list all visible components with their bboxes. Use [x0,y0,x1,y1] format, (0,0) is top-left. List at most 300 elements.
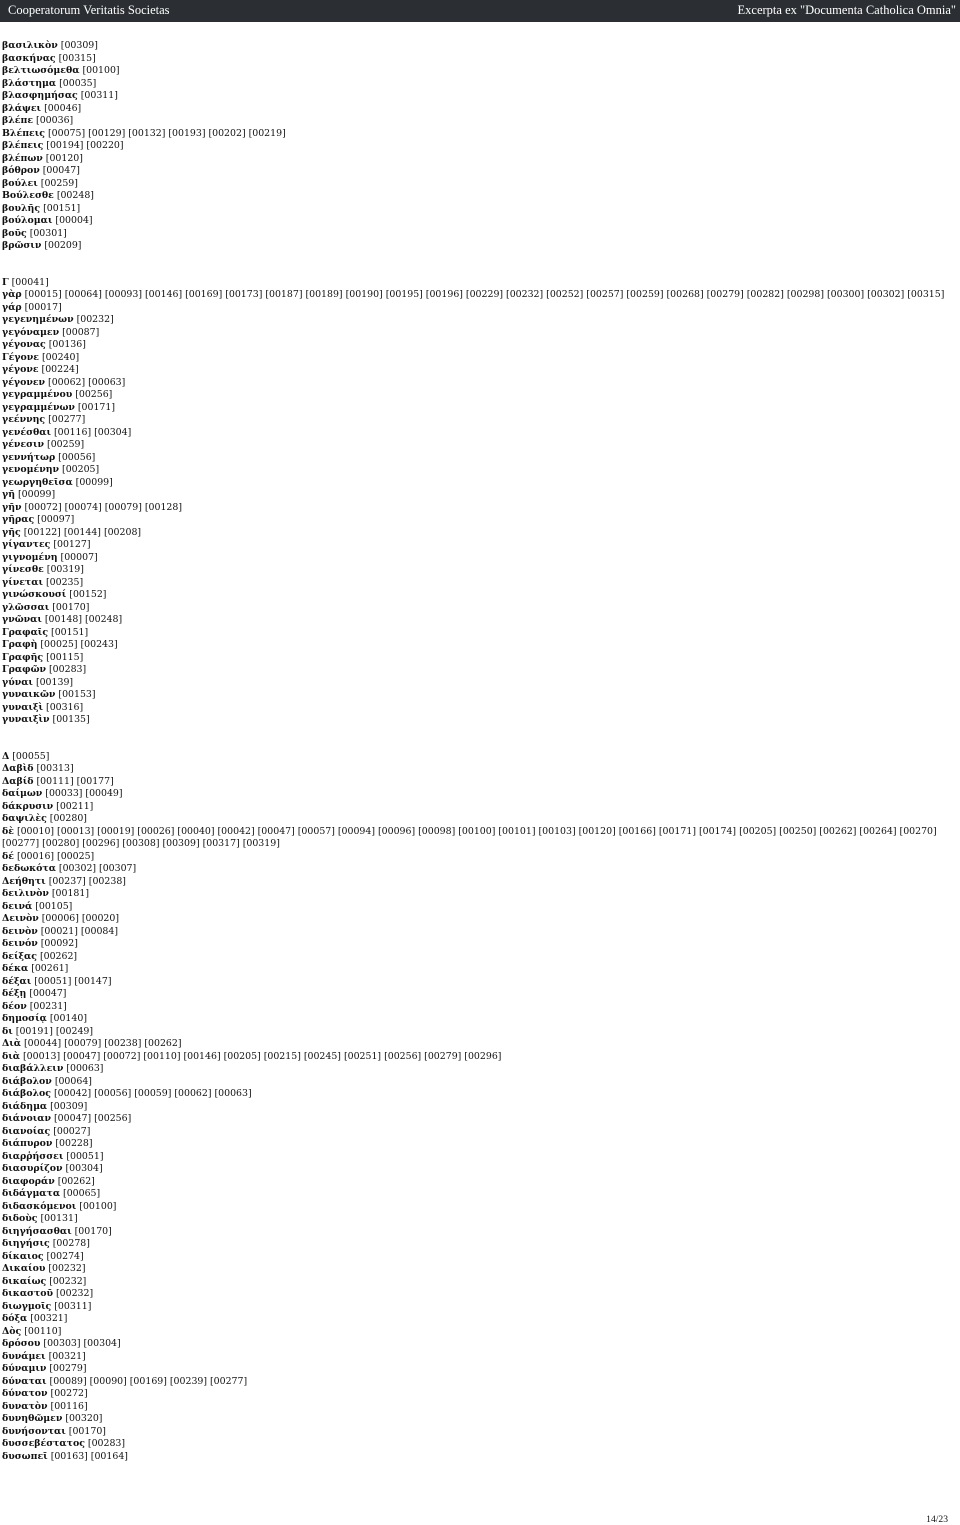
entry-word: βασκήνας [2,52,56,64]
entry-word: γυναικῶν [2,689,56,700]
index-entry [2,414,952,427]
index-entry [2,1101,952,1114]
entry-references: [00056] [58,451,96,463]
entry-word: γεγραμμένων [2,401,75,413]
entry-references: [00044] [00079] [00238] [00262] [24,1038,182,1049]
index-entry [2,502,952,515]
entry-word: Βούλεσθε [2,190,54,201]
index-entry [2,1126,952,1139]
entry-word: Διὰ [2,1038,22,1049]
index-entry [2,240,952,253]
entry-references: [00191] [00249] [15,1025,94,1037]
entry-word: διάδημα [2,1100,48,1112]
index-entry [2,652,952,665]
index-entry [2,689,952,702]
index-entry [2,527,952,540]
entry-word: δρόσου [2,1338,41,1349]
entry-word: γένεσιν [2,439,45,450]
entry-references: [00302] [00307] [58,863,137,874]
entry-word: δημοσίᾳ [2,1013,47,1024]
index-entry [2,1176,952,1189]
entry-references: [00010] [00013] [00019] [00026] [00040] [00042] [00047] [00057] [00094] [00096] [00098] [00100] [00101] [00103] [00120] [00166] [00171] [00174] [00205] [00250] [00262] [00264] [00270] [00277] [00280] [00296] [00308] [00309] [00317] [00319] [2,825,937,849]
entry-references: [00259] [40,177,78,189]
entry-word: βλέπε [2,115,34,126]
entry-references: [00152] [69,589,107,600]
entry-word: διανοίας [2,1125,51,1137]
index-entry [2,277,952,290]
entry-references: [00232] [48,1263,86,1274]
entry-references: [00228] [55,1138,93,1149]
entry-word: Δαβίδ [2,775,34,787]
index-entry [2,1076,952,1089]
entry-word: Γ [2,276,9,288]
entry-references: [00092] [40,938,78,949]
entry-word: δύναται [2,1375,47,1387]
entry-word: δυνατὸν [2,1400,48,1412]
index-entry [2,1326,952,1339]
entry-word: διηγήσις [2,1238,50,1249]
entry-references: [00013] [00047] [00072] [00110] [00146] [00205] [00215] [00245] [00251] [00256] [00279] [00296] [23,1050,502,1062]
entry-word: Γραφῶν [2,664,47,675]
entry-word: δικαίως [2,1275,47,1287]
index-entry [2,489,952,502]
entry-references: [00007] [60,551,98,563]
entry-references: [00277] [48,414,86,425]
index-entry [2,614,952,627]
entry-word: γενέσθαι [2,426,52,438]
entry-word: γύναι [2,676,33,688]
entry-word: διὰ [2,1050,21,1062]
index-entry [2,40,952,53]
entry-word: διδοὺς [2,1213,38,1224]
entry-references: [00065] [63,1188,101,1199]
index-entry [2,539,952,552]
entry-references: [00313] [36,763,74,774]
index-entry [2,988,952,1001]
entry-references: [00151] [43,202,81,214]
entry-word: διάβολος [2,1088,52,1099]
index-entry [2,327,952,340]
index-entry [2,314,952,327]
index-entry [2,215,952,228]
entry-word: διηγήσασθαι [2,1225,72,1237]
index-entry [2,1413,952,1426]
entry-references: [00170] [74,1225,112,1237]
index-entry [2,65,952,78]
entry-references: [00047] [42,165,80,176]
index-entry [2,1001,952,1014]
entry-references: [00163] [00164] [50,1450,128,1462]
entry-references: [00311] [80,90,118,101]
entry-references: [00209] [44,240,82,251]
index-entry [2,364,952,377]
index-entry [2,1201,952,1214]
entry-word: διδάγματα [2,1188,61,1199]
entry-word: βλέπεις [2,140,44,151]
entry-references: [00087] [62,326,100,338]
index-entry [2,1276,952,1289]
entry-references: [00261] [31,963,69,974]
index-entry [2,938,952,951]
index-entry [2,913,952,926]
entry-references: [00248] [56,190,94,201]
entry-references: [00278] [52,1238,90,1249]
entry-references: [00303] [00304] [43,1338,121,1349]
entry-word: διασυρίζον [2,1163,63,1174]
entry-word: δυσσεβέστατος [2,1438,85,1449]
index-entry [2,377,952,390]
entry-references: [00231] [29,1000,67,1012]
index-entry [2,1388,952,1401]
entry-word: δέκα [2,963,29,974]
entry-references: [00062] [00063] [48,376,126,388]
entry-references: [00139] [35,676,74,688]
entry-references: [00232] [76,314,114,325]
entry-word: δεινά [2,900,33,912]
entry-references: [00016] [00025] [16,850,95,862]
entry-references: [00063] [66,1063,104,1074]
entry-references: [00055] [12,750,50,762]
entry-word: βελτιωσόμεθα [2,65,80,76]
entry-word: γάρ [2,301,22,313]
entry-references: [00262] [57,1175,95,1187]
entry-references: [00105] [35,900,73,912]
entry-references: [00315] [58,52,96,64]
entry-word: δίκαιος [2,1250,44,1262]
entry-word: δείξας [2,950,37,962]
index-entry [2,53,952,66]
index-entry [2,514,952,527]
index-entry [2,664,952,677]
index-entry [2,1151,952,1164]
header-right-title: Excerpta ex "Documenta Catholica Omnia" [737,3,956,17]
header-bar [0,0,960,22]
entry-word: γέγονας [2,339,46,350]
index-entry [2,577,952,590]
index-entry [2,1288,952,1301]
entry-references: [00170] [52,601,90,613]
entry-references: [00224] [41,364,79,375]
index-entry [2,1426,952,1439]
entry-word: γέγονε [2,364,39,375]
index-entry [2,826,952,851]
entry-word: δεινὸν [2,925,38,937]
entry-word: διάνοιαν [2,1113,52,1124]
entry-references: [00232] [49,1275,87,1287]
entry-word: βασιλικὸν [2,40,58,51]
entry-references: [00072] [00074] [00079] [00128] [24,501,182,513]
entry-word: γῆς [2,526,21,538]
entry-references: [00136] [48,339,86,350]
entry-word: διαφοράν [2,1175,55,1187]
index-entry [2,751,952,764]
entry-references: [00259] [47,439,85,450]
entry-references: [00041] [11,276,49,288]
entry-word: Δαβὶδ [2,763,34,774]
entry-word: γιγνομένη [2,551,58,563]
index-entry [2,702,952,715]
entry-references: [00283] [49,664,87,675]
entry-references: [00047] [00256] [54,1113,132,1124]
entry-word: γνῶναι [2,614,42,625]
index-entry [2,851,952,864]
index-entry [2,165,952,178]
entry-references: [00153] [58,689,96,700]
entry-references: [00097] [37,514,75,525]
entry-word: Δ [2,750,10,762]
index-entry [2,1438,952,1451]
index-entry [2,602,952,615]
entry-word: δεδωκότα [2,863,56,874]
index-entry [2,564,952,577]
index-entry [2,1051,952,1064]
entry-references: [00280] [49,813,87,824]
entry-word: βόθρον [2,165,40,176]
entry-word: δάκρυσιν [2,800,54,812]
entry-word: βλασφημήσας [2,90,78,101]
entry-word: γεέννης [2,414,46,425]
index-entry [2,1376,952,1389]
index-entry [2,1363,952,1376]
entry-references: [00100] [79,1200,117,1212]
index-entry [2,1251,952,1264]
entry-word: βλέπων [2,152,43,164]
entry-word: γῆρας [2,514,35,525]
entry-references: [00194] [00220] [46,140,124,151]
entry-word: γεγραμμένου [2,389,73,400]
entry-word: διδασκόμενοι [2,1200,77,1212]
index-entry [2,352,952,365]
index-entry [2,714,952,727]
index-entry [2,976,952,989]
index-entry [2,1038,952,1051]
index-entry [2,302,952,315]
entry-references: [00256] [75,389,113,400]
entry-references: [00116] [50,1400,88,1412]
index-entry [2,876,952,889]
letter-group [2,40,952,253]
index-entry [2,452,952,465]
index-entry [2,1338,952,1351]
index-entry [2,1026,952,1039]
entry-word: γῆν [2,501,22,513]
index-entry [2,1088,952,1101]
index-entry [2,289,952,302]
index-entry [2,140,952,153]
entry-word: δέξῃ [2,988,27,999]
index-entry [2,90,952,103]
entry-references: [00042] [00056] [00059] [00062] [00063] [54,1088,252,1099]
entry-references: [00110] [24,1325,62,1337]
entry-word: γινώσκουσί [2,589,67,600]
entry-word: Γραφὴ [2,639,38,650]
entry-word: γυναιξὶν [2,714,50,725]
entry-references: [00283] [87,1438,126,1449]
entry-word: δύναμιν [2,1363,47,1374]
entry-word: Γραφῆς [2,651,44,663]
entry-word: δόξα [2,1313,28,1324]
index-entry [2,439,952,452]
entry-word: δικαστοῦ [2,1288,54,1299]
entry-references: [00033] [00049] [45,788,123,799]
index-entry [2,464,952,477]
entry-word: δύνατον [2,1388,48,1399]
entry-word: Γέγονε [2,351,40,363]
entry-references: [00122] [00144] [00208] [23,526,142,538]
index-entry [2,153,952,166]
entry-references: [00311] [54,1300,92,1312]
entry-word: Γραφαῖς [2,626,49,638]
entry-references: [00047] [29,988,67,999]
index-entry [2,103,952,116]
entry-references: [00111] [00177] [36,775,114,787]
index-entry [2,1238,952,1251]
entry-word: γεννήτωρ [2,451,56,463]
entry-word: γεγενημένων [2,314,74,325]
entry-word: δειλινὸν [2,888,49,899]
entry-word: δυνήσονται [2,1425,66,1437]
index-entry [2,801,952,814]
entry-references: [00017] [24,301,62,313]
entry-references: [00316] [46,701,84,713]
index-entry [2,863,952,876]
entry-references: [00148] [00248] [44,614,123,625]
index-entry [2,1226,952,1239]
index-entry [2,901,952,914]
entry-word: γέγονεν [2,376,46,388]
entry-word: γεγόναμεν [2,326,60,338]
entry-references: [00232] [56,1288,94,1299]
index-entry [2,203,952,216]
entry-word: Δεινὸν [2,913,39,924]
entry-references: [00131] [40,1213,78,1224]
index-entry [2,1313,952,1326]
entry-word: βούλει [2,177,38,189]
entry-word: γλῶσσαι [2,601,50,613]
header-left-title: Cooperatorum Veritatis Societas [8,3,170,17]
index-entry [2,78,952,91]
entry-word: δι [2,1025,13,1037]
entry-references: [00004] [55,215,93,226]
entry-references: [00274] [46,1250,84,1262]
entry-word: γίνεσθε [2,564,44,575]
entry-references: [00309] [60,40,98,51]
entry-word: γίνεται [2,576,43,588]
index-entry [2,402,952,415]
entry-word: γενομένην [2,464,60,475]
index-entry [2,1113,952,1126]
entry-references: [00120] [45,152,83,164]
entry-references: [00006] [00020] [41,913,120,924]
entry-references: [00170] [68,1425,106,1437]
entry-word: δέ [2,850,14,862]
entry-word: βουλῆς [2,202,41,214]
entry-references: [00027] [53,1125,91,1137]
letter-group [2,751,952,1464]
entry-word: Δεήθητι [2,875,46,887]
entry-references: [00075] [00129] [00132] [00193] [00202] [00219] [48,127,286,139]
index-entry [2,951,952,964]
entry-references: [00135] [52,714,90,725]
entry-word: βλάστημα [2,77,57,89]
index-entry [2,763,952,776]
entry-references: [00025] [00243] [40,639,118,650]
entry-references: [00036] [36,115,74,126]
entry-references: [00089] [00090] [00169] [00239] [00277] [49,1375,248,1387]
index-entry [2,589,952,602]
index-entry [2,926,952,939]
index-entry [2,1301,952,1314]
entry-references: [00021] [00084] [40,925,119,937]
entry-word: διαρῥήσσει [2,1150,64,1162]
entry-word: δέξαι [2,975,32,987]
entry-references: [00205] [62,464,100,475]
index-entry [2,339,952,352]
entry-references: [00051] [66,1150,104,1162]
index-entry [2,1213,952,1226]
entry-word: βρῶσιν [2,240,42,251]
index-entry [2,813,952,826]
entry-references: [00099] [18,489,56,500]
entry-references: [00015] [00064] [00093] [00146] [00169] [00173] [00187] [00189] [00190] [00195] [00196] [00229] [00232] [00252] [00257] [00259] [00268] [00279] [00282] [00298] [00300] [00302] [00315] [24,289,945,300]
entry-word: βούλομαι [2,215,53,226]
entry-word: διάπυρον [2,1138,53,1149]
index-entry [2,677,952,690]
entry-word: δεινόν [2,938,38,949]
entry-word: δέον [2,1000,27,1012]
entry-references: [00301] [29,227,67,239]
entry-word: γίγαντες [2,539,51,550]
entry-references: [00035] [59,77,97,89]
entry-references: [00279] [49,1363,87,1374]
index-entry [2,128,952,141]
entry-references: [00235] [45,576,84,588]
entry-references: [00171] [77,401,116,413]
index-entry [2,1188,952,1201]
index-entry [2,389,952,402]
index-entry [2,627,952,640]
entry-references: [00100] [82,65,120,76]
index-entry [2,552,952,565]
entry-references: [00309] [50,1100,88,1112]
entry-word: Δικαίου [2,1263,46,1274]
entry-references: [00319] [46,564,84,575]
index-entry [2,1163,952,1176]
index-entry [2,477,952,490]
entry-word: δυνάμει [2,1350,46,1362]
entry-references: [00151] [51,626,89,638]
entry-references: [00304] [65,1163,103,1174]
index-entry [2,115,952,128]
index-entry [2,1263,952,1276]
index-entry [2,190,952,203]
entry-word: βλάψει [2,102,42,114]
entry-references: [00181] [51,888,89,899]
index-content [2,40,952,1487]
entry-word: γυναιξὶ [2,701,44,713]
page-number: 14/23 [926,1514,948,1525]
index-entry [2,788,952,801]
entry-references: [00321] [30,1313,68,1324]
entry-word: βοῦς [2,227,27,239]
entry-word: Βλέπεις [2,127,46,139]
index-entry [2,427,952,440]
entry-references: [00051] [00147] [34,975,112,987]
index-entry [2,963,952,976]
entry-word: διωγμοῖς [2,1300,52,1312]
entry-references: [00272] [50,1388,88,1399]
index-entry [2,1451,952,1464]
